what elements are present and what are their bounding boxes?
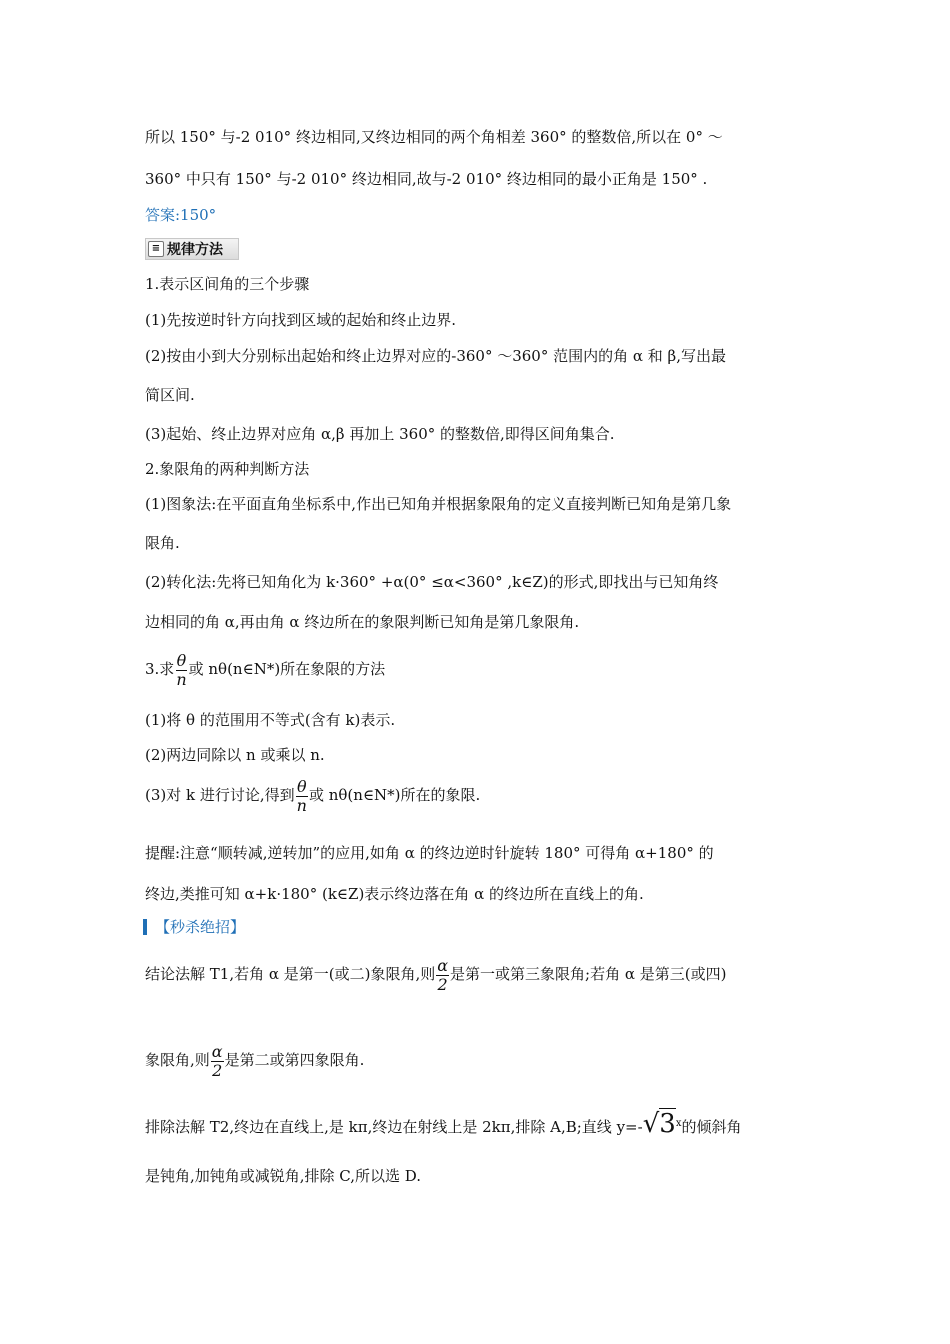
method-line: 简区间. bbox=[145, 386, 195, 404]
fraction-alpha-2: $\frac{\alpha}{2}$ bbox=[437, 955, 449, 994]
method-heading: 3.求 $\frac{\theta}{n}$ 或 nθ(n∈N*)所在象限的方法 bbox=[145, 650, 386, 689]
method-line: 边相同的角 α,再由角 α 终边所在的象限判断已知角是第几象限角. bbox=[145, 613, 580, 631]
method-heading: 1.表示区间角的三个步骤 bbox=[145, 275, 310, 293]
fraction-theta-n: $\frac{\theta}{n}$ bbox=[176, 650, 187, 689]
method-line: (1)将 θ 的范围用不等式(含有 k)表示. bbox=[145, 711, 396, 729]
para-line: 360° 中只有 150° 与-2 010° 终边相同,故与-2 010° 终边相同的最小正角是 150° . bbox=[145, 170, 708, 188]
method-line: (2)转化法:先将已知角化为 k·360° +α(0° ≤α<360° ,k∈Z)的形式,即找出与已知角终 bbox=[145, 573, 719, 591]
method-heading: 2.象限角的两种判断方法 bbox=[145, 460, 310, 478]
method-line: (2)两边同除以 n 或乘以 n. bbox=[145, 746, 325, 764]
section-heading bbox=[143, 916, 245, 937]
method-badge bbox=[145, 238, 239, 260]
tip-line: 提醒:注意“顺转减,逆转加”的应用,如角 α 的终边逆时针旋转 180° 可得角 α+180° 的 bbox=[145, 844, 714, 862]
trick-line: 排除法解 T2,终边在直线上,是 kπ,终边在射线上是 2kπ,排除 A,B;直线 $y=-√3^x$的倾斜角 bbox=[145, 1109, 742, 1139]
answer-text: 答案:150° bbox=[145, 206, 217, 224]
method-line: (1)先按逆时针方向找到区域的起始和终止边界. bbox=[145, 311, 457, 329]
book-icon: ≡ bbox=[148, 241, 164, 257]
para-line: 所以 150° 与-2 010° 终边相同,又终边相同的两个角相差 360° 的整数倍,所以在 0° ～ bbox=[145, 128, 723, 146]
sqrt-three: √3 bbox=[642, 1109, 676, 1139]
section-bar bbox=[143, 919, 147, 935]
fraction-theta-n: $\frac{\theta}{n}$ bbox=[296, 776, 307, 815]
method-line: (3)对 k 进行讨论,得到 $\frac{\theta}{n}$ 或 nθ(n∈N*)所在的象限. bbox=[145, 776, 481, 815]
trick-line: 是钝角,加钝角或减锐角,排除 C,所以选 D. bbox=[145, 1167, 422, 1185]
section-title: 【秒杀绝招】 bbox=[155, 918, 246, 936]
trick-line: 结论法解 T1,若角 α 是第一(或二)象限角,则 $\frac{\alpha}{2}$ 是第一或第三象限角;若角 α 是第三(或四) bbox=[145, 955, 727, 994]
trick-line: 象限角,则 $\frac{\alpha}{2}$ 是第二或第四象限角. bbox=[145, 1041, 365, 1080]
tip-line: 终边,类推可知 α+k·180° (k∈Z)表示终边落在角 α 的终边所在直线上的角. bbox=[145, 885, 644, 903]
method-line: 限角. bbox=[145, 534, 180, 552]
fraction-alpha-2: $\frac{\alpha}{2}$ bbox=[211, 1041, 223, 1080]
method-line: (3)起始、终止边界对应角 α,β 再加上 360° 的整数倍,即得区间角集合. bbox=[145, 425, 615, 443]
method-line: (1)图象法:在平面直角坐标系中,作出已知角并根据象限角的定义直接判断已知角是第几象 bbox=[145, 495, 732, 513]
method-line: (2)按由小到大分别标出起始和终止边界对应的-360° ～360° 范围内的角 α 和 β,写出最 bbox=[145, 347, 726, 365]
method-badge-label: 规律方法 bbox=[167, 242, 223, 258]
